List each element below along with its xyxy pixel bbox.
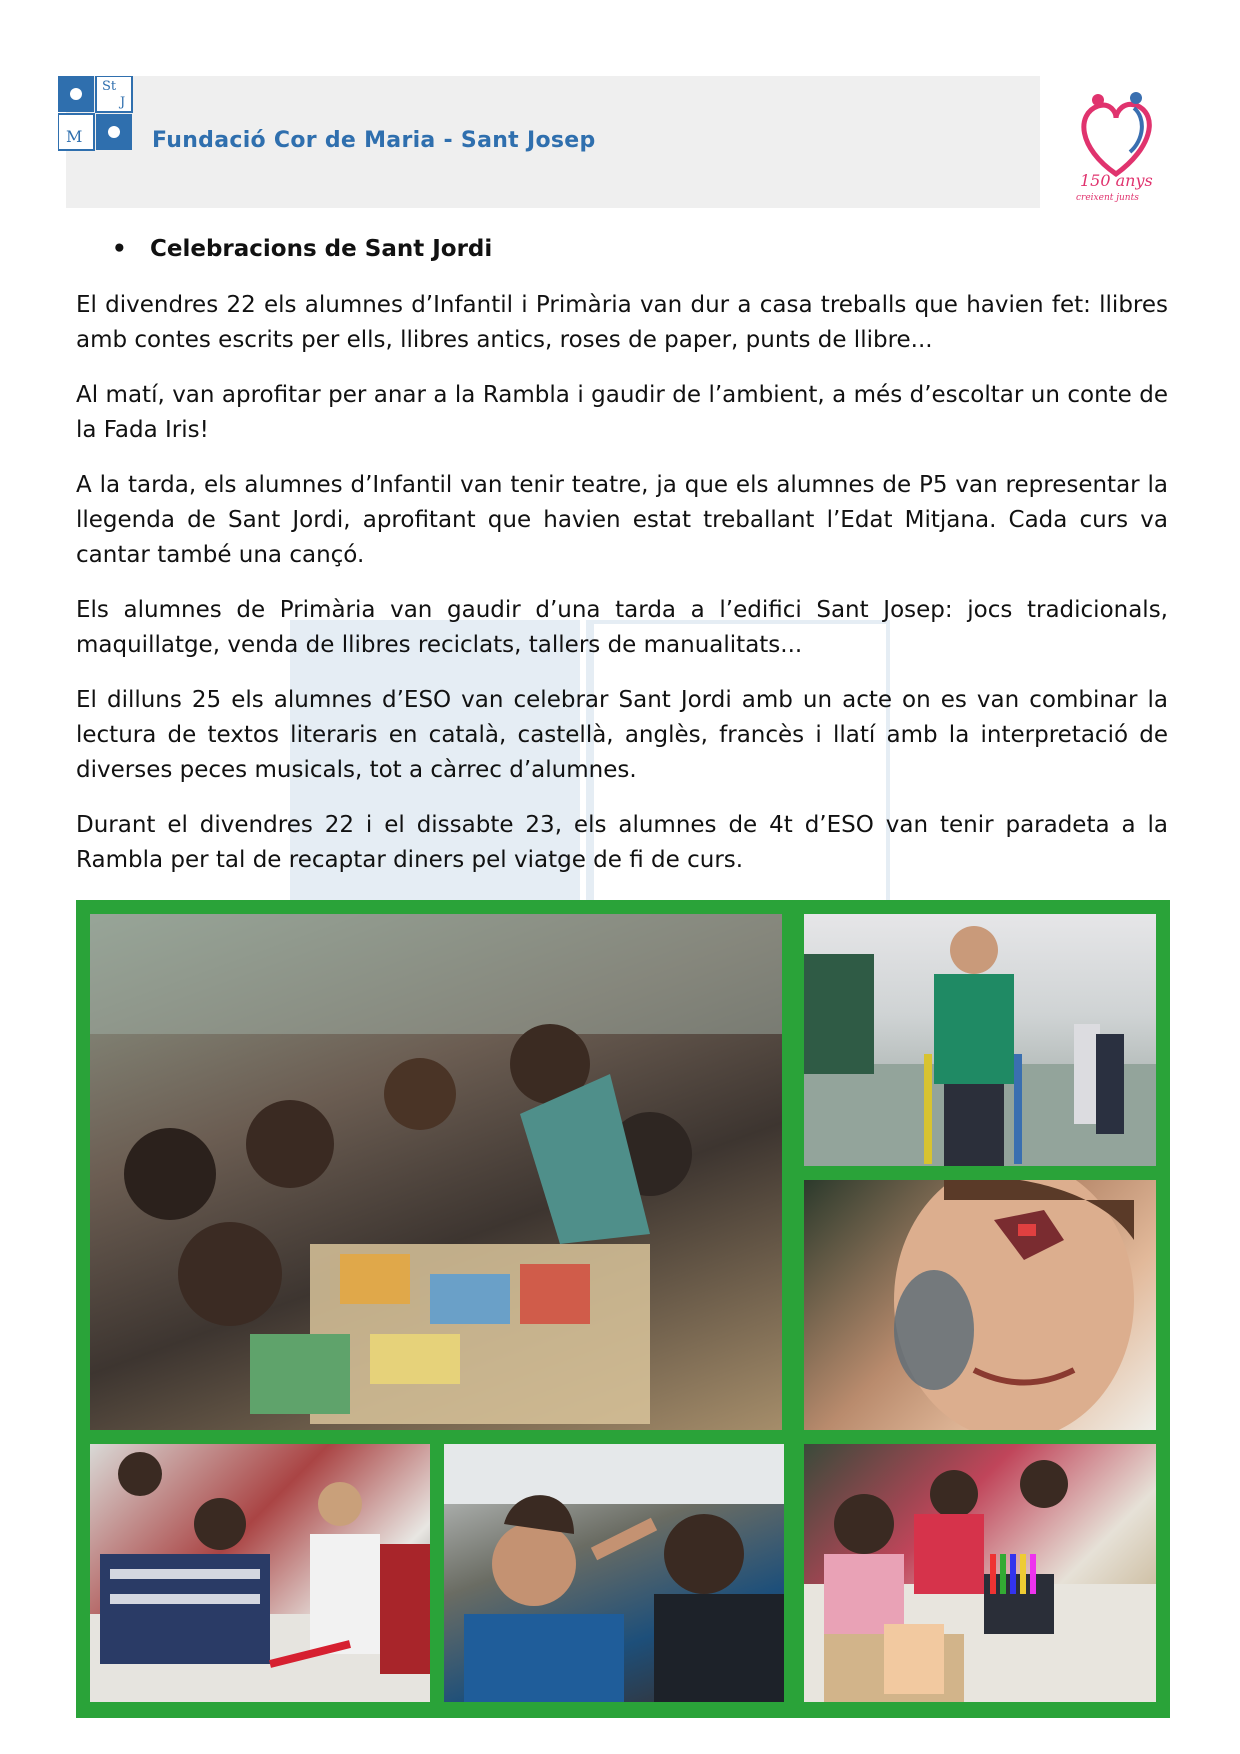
logo-letter-j: J: [120, 95, 126, 110]
article-body: [76, 288, 1168, 898]
section-heading: [112, 236, 492, 262]
photo-crafts-table: [90, 1444, 430, 1702]
photo-face-painting-session: [444, 1444, 784, 1702]
photo-collage: [76, 900, 1170, 1718]
anniversary-logo: [1058, 78, 1174, 210]
paragraph: A la tarda, els alumnes d’Infantil van tenir teatre, ja que els alumnes de P5 van representar la llegenda de Sant Jordi, aprofitant que havien estat treballant l’Edat Mitjana. Cada curs va cantar també una cançó.: [76, 472, 1168, 568]
paragraph: El dilluns 25 els alumnes d’ESO van celebrar Sant Jordi amb un acte on es van combinar la lectura de textos literaris en català, castellà, anglès, francès i llatí amb la interpretació de diverses peces musicals, tot a càrrec d’alumnes.: [76, 687, 1168, 783]
section-heading-text: Celebracions de Sant Jordi: [150, 236, 493, 262]
paragraph: Durant el divendres 22 i el dissabte 23, els alumnes de 4t d’ESO van tenir paradeta a la Rambla per tal de recaptar diners pel viatge de fi de curs.: [76, 812, 1168, 873]
anniversary-text: 150 anys: [1080, 171, 1153, 190]
logo-letter-st: St: [102, 79, 117, 94]
paragraph: Al matí, van aprofitar per anar a la Rambla i gaudir de l’ambient, a més d’escoltar un conte de la Fada Iris!: [76, 382, 1168, 443]
photo-book-sale: [90, 914, 782, 1430]
anniversary-tagline: creixent junts: [1076, 193, 1139, 203]
organization-title: Fundació Cor de Maria - Sant Josep: [152, 128, 596, 153]
photo-markers-workshop: [804, 1444, 1156, 1702]
photo-playground-boy: [804, 914, 1156, 1166]
paragraph: El divendres 22 els alumnes d’Infantil i Primària van dur a casa treballs que havien fet: llibres amb contes escrits per ells, llibres antics, roses de paper, punts de llibre...: [76, 292, 1168, 353]
bullet-icon: •: [112, 236, 127, 262]
logo-letter-m: M: [66, 127, 83, 146]
paragraph: Els alumnes de Primària van gaudir d’una tarda a l’edifici Sant Josep: jocs tradicionals, maquillatge, venda de llibres reciclats, tallers de manualitats...: [76, 597, 1168, 658]
photo-face-paint: [804, 1180, 1156, 1430]
puzzle-logo: [58, 76, 134, 152]
